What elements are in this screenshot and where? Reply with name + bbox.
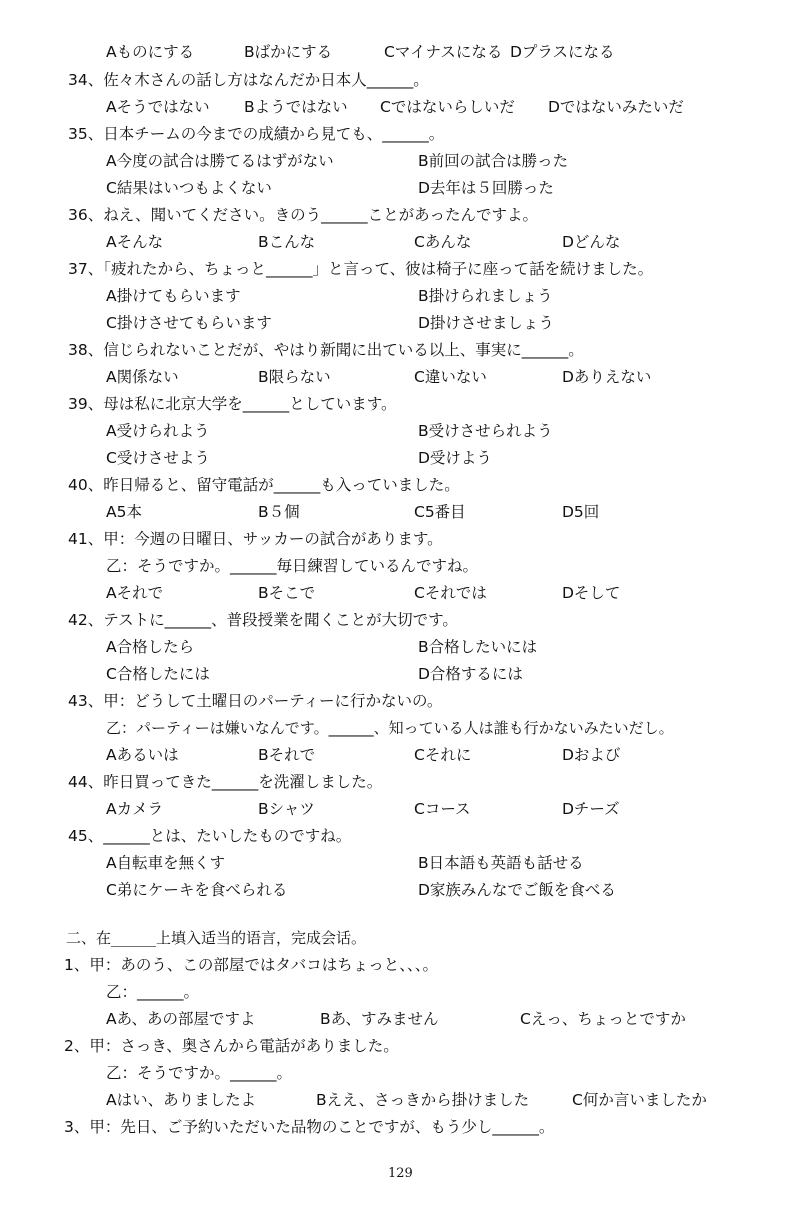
- page-number: 129: [388, 1166, 413, 1181]
- q42-option-d: D合格するには: [418, 665, 523, 683]
- q40-option-a: A5本: [106, 503, 142, 521]
- q35-option-d: D去年は５回勝った: [418, 179, 554, 197]
- q40-stem: 40、昨日帰ると、留守電話が______も入っていました。: [68, 476, 460, 494]
- q38-option-a: A関係ない: [106, 368, 179, 386]
- q39-option-d: D受けよう: [418, 449, 492, 467]
- q42-stem: 42、テストに______、普段授業を聞くことが大切です。: [68, 611, 458, 629]
- q34-option-a: Aそうではない: [106, 98, 210, 116]
- q43-stem: 43、甲：どうして土曜日のパーティーに行かないの。: [68, 692, 443, 710]
- q37-option-b: B掛けられましょう: [418, 287, 553, 305]
- q38-option-b: B限らない: [258, 368, 331, 386]
- q43-option-d: Dおよび: [562, 746, 621, 764]
- q42-option-a: A合格したら: [106, 638, 195, 656]
- q39-option-a: A受けられよう: [106, 422, 210, 440]
- q38-stem: 38、信じられないことだが、やはり新聞に出ている以上、事実に______。: [68, 341, 584, 359]
- q37-option-a: A掛けてもらいます: [106, 287, 241, 305]
- dialogue-2-option-b: Bええ、さっきから掛けました: [316, 1091, 530, 1109]
- q44-option-d: Dチーズ: [562, 800, 620, 818]
- q40-option-b: B５個: [258, 503, 300, 521]
- q33-option-a: Aものにする: [106, 43, 195, 61]
- q45-option-c: C弟にケーキを食べられる: [106, 881, 288, 899]
- q35-option-a: A今度の試合は勝てるはずがない: [106, 152, 334, 170]
- q45-stem: 45、______とは、たいしたものですね。: [68, 827, 352, 845]
- section-2-title: 二、在______上填入适当的语言，完成会话。: [66, 929, 367, 947]
- q40-option-c: C5番目: [414, 503, 466, 521]
- q37-option-d: D掛けさせましょう: [418, 314, 554, 332]
- q36-option-b: Bこんな: [258, 233, 316, 251]
- q44-option-c: Cコース: [414, 800, 471, 818]
- q33-option-c: Cマイナスになる: [384, 43, 503, 61]
- q42-option-b: B合格したいには: [418, 638, 538, 656]
- q36-option-a: Aそんな: [106, 233, 164, 251]
- q41-option-b: Bそこで: [258, 584, 316, 602]
- q39-stem: 39、母は私に北京大学を______としています。: [68, 395, 397, 413]
- q36-option-c: Cあんな: [414, 233, 472, 251]
- q38-option-d: Dありえない: [562, 368, 652, 386]
- dialogue-1-option-b: Bあ、すみません: [320, 1010, 439, 1028]
- q35-stem: 35、日本チームの今までの成績から見ても、______。: [68, 125, 445, 143]
- dialogue-1-line2: 乙：______。: [106, 983, 200, 1001]
- dialogue-2-line1: 2、甲：さっき、奥さんから電話がありました。: [64, 1037, 399, 1055]
- q41-option-d: Dそして: [562, 584, 621, 602]
- q35-option-b: B前回の試合は勝った: [418, 152, 569, 170]
- q38-option-c: C違いない: [414, 368, 487, 386]
- q43-option-c: Cそれに: [414, 746, 472, 764]
- q44-option-b: Bシャツ: [258, 800, 315, 818]
- q34-stem: 34、佐々木さんの話し方はなんだか日本人______。: [68, 71, 429, 89]
- q39-option-c: C受けさせよう: [106, 449, 210, 467]
- q33-option-b: Bばかにする: [244, 43, 333, 61]
- q43-reply: 乙：パーティーは嫌いなんです。______、知っている人は誰も行かないみたいだし。: [106, 719, 674, 737]
- q41-reply: 乙：そうですか。______毎日練習しているんですね。: [106, 557, 479, 575]
- q45-option-a: A自転車を無くす: [106, 854, 226, 872]
- q45-option-d: D家族みんなでご飯を食べる: [418, 881, 616, 899]
- q35-option-c: C結果はいつもよくない: [106, 179, 272, 197]
- dialogue-2-line2: 乙：そうですか。______。: [106, 1064, 293, 1082]
- q36-stem: 36、ねえ、聞いてください。きのう______ことがあったんですよ。: [68, 206, 539, 224]
- q41-stem: 41、甲：今週の日曜日、サッカーの試合があります。: [68, 530, 443, 548]
- q36-option-d: Dどんな: [562, 233, 621, 251]
- q37-option-c: C掛けさせてもらいます: [106, 314, 272, 332]
- q34-option-d: Dではないみたいだ: [548, 98, 684, 116]
- dialogue-2-option-c: C何か言いましたか: [572, 1091, 707, 1109]
- q43-option-b: Bそれで: [258, 746, 316, 764]
- q42-option-c: C合格したには: [106, 665, 210, 683]
- q39-option-b: B受けさせられよう: [418, 422, 553, 440]
- q45-option-b: B日本語も英語も話せる: [418, 854, 584, 872]
- q44-option-a: Aカメラ: [106, 800, 164, 818]
- dialogue-1-option-c: Cえっ、ちょっとですか: [520, 1010, 686, 1028]
- q44-stem: 44、昨日買ってきた______を洗濯しました。: [68, 773, 383, 791]
- dialogue-1-option-a: Aあ、あの部屋ですよ: [106, 1010, 256, 1028]
- q41-option-a: Aそれで: [106, 584, 164, 602]
- q41-option-c: Cそれでは: [414, 584, 487, 602]
- q33-option-d: Dプラスになる: [510, 43, 615, 61]
- dialogue-2-option-a: Aはい、ありましたよ: [106, 1091, 257, 1109]
- q34-option-b: Bようではない: [244, 98, 348, 116]
- q43-option-a: Aあるいは: [106, 746, 179, 764]
- q37-stem: 37、「疲れたから、ちょっと______」と言って、彼は椅子に座って話を続けました。: [68, 260, 654, 278]
- dialogue-3-line1: 3、甲：先日、ご予約いただいた品物のことですが、もう少し______。: [64, 1118, 555, 1136]
- q40-option-d: D5回: [562, 503, 600, 521]
- q34-option-c: Cではないらしいだ: [380, 98, 515, 116]
- dialogue-1-line1: 1、甲：あのう、この部屋ではタバコはちょっと、、、。: [64, 956, 438, 974]
